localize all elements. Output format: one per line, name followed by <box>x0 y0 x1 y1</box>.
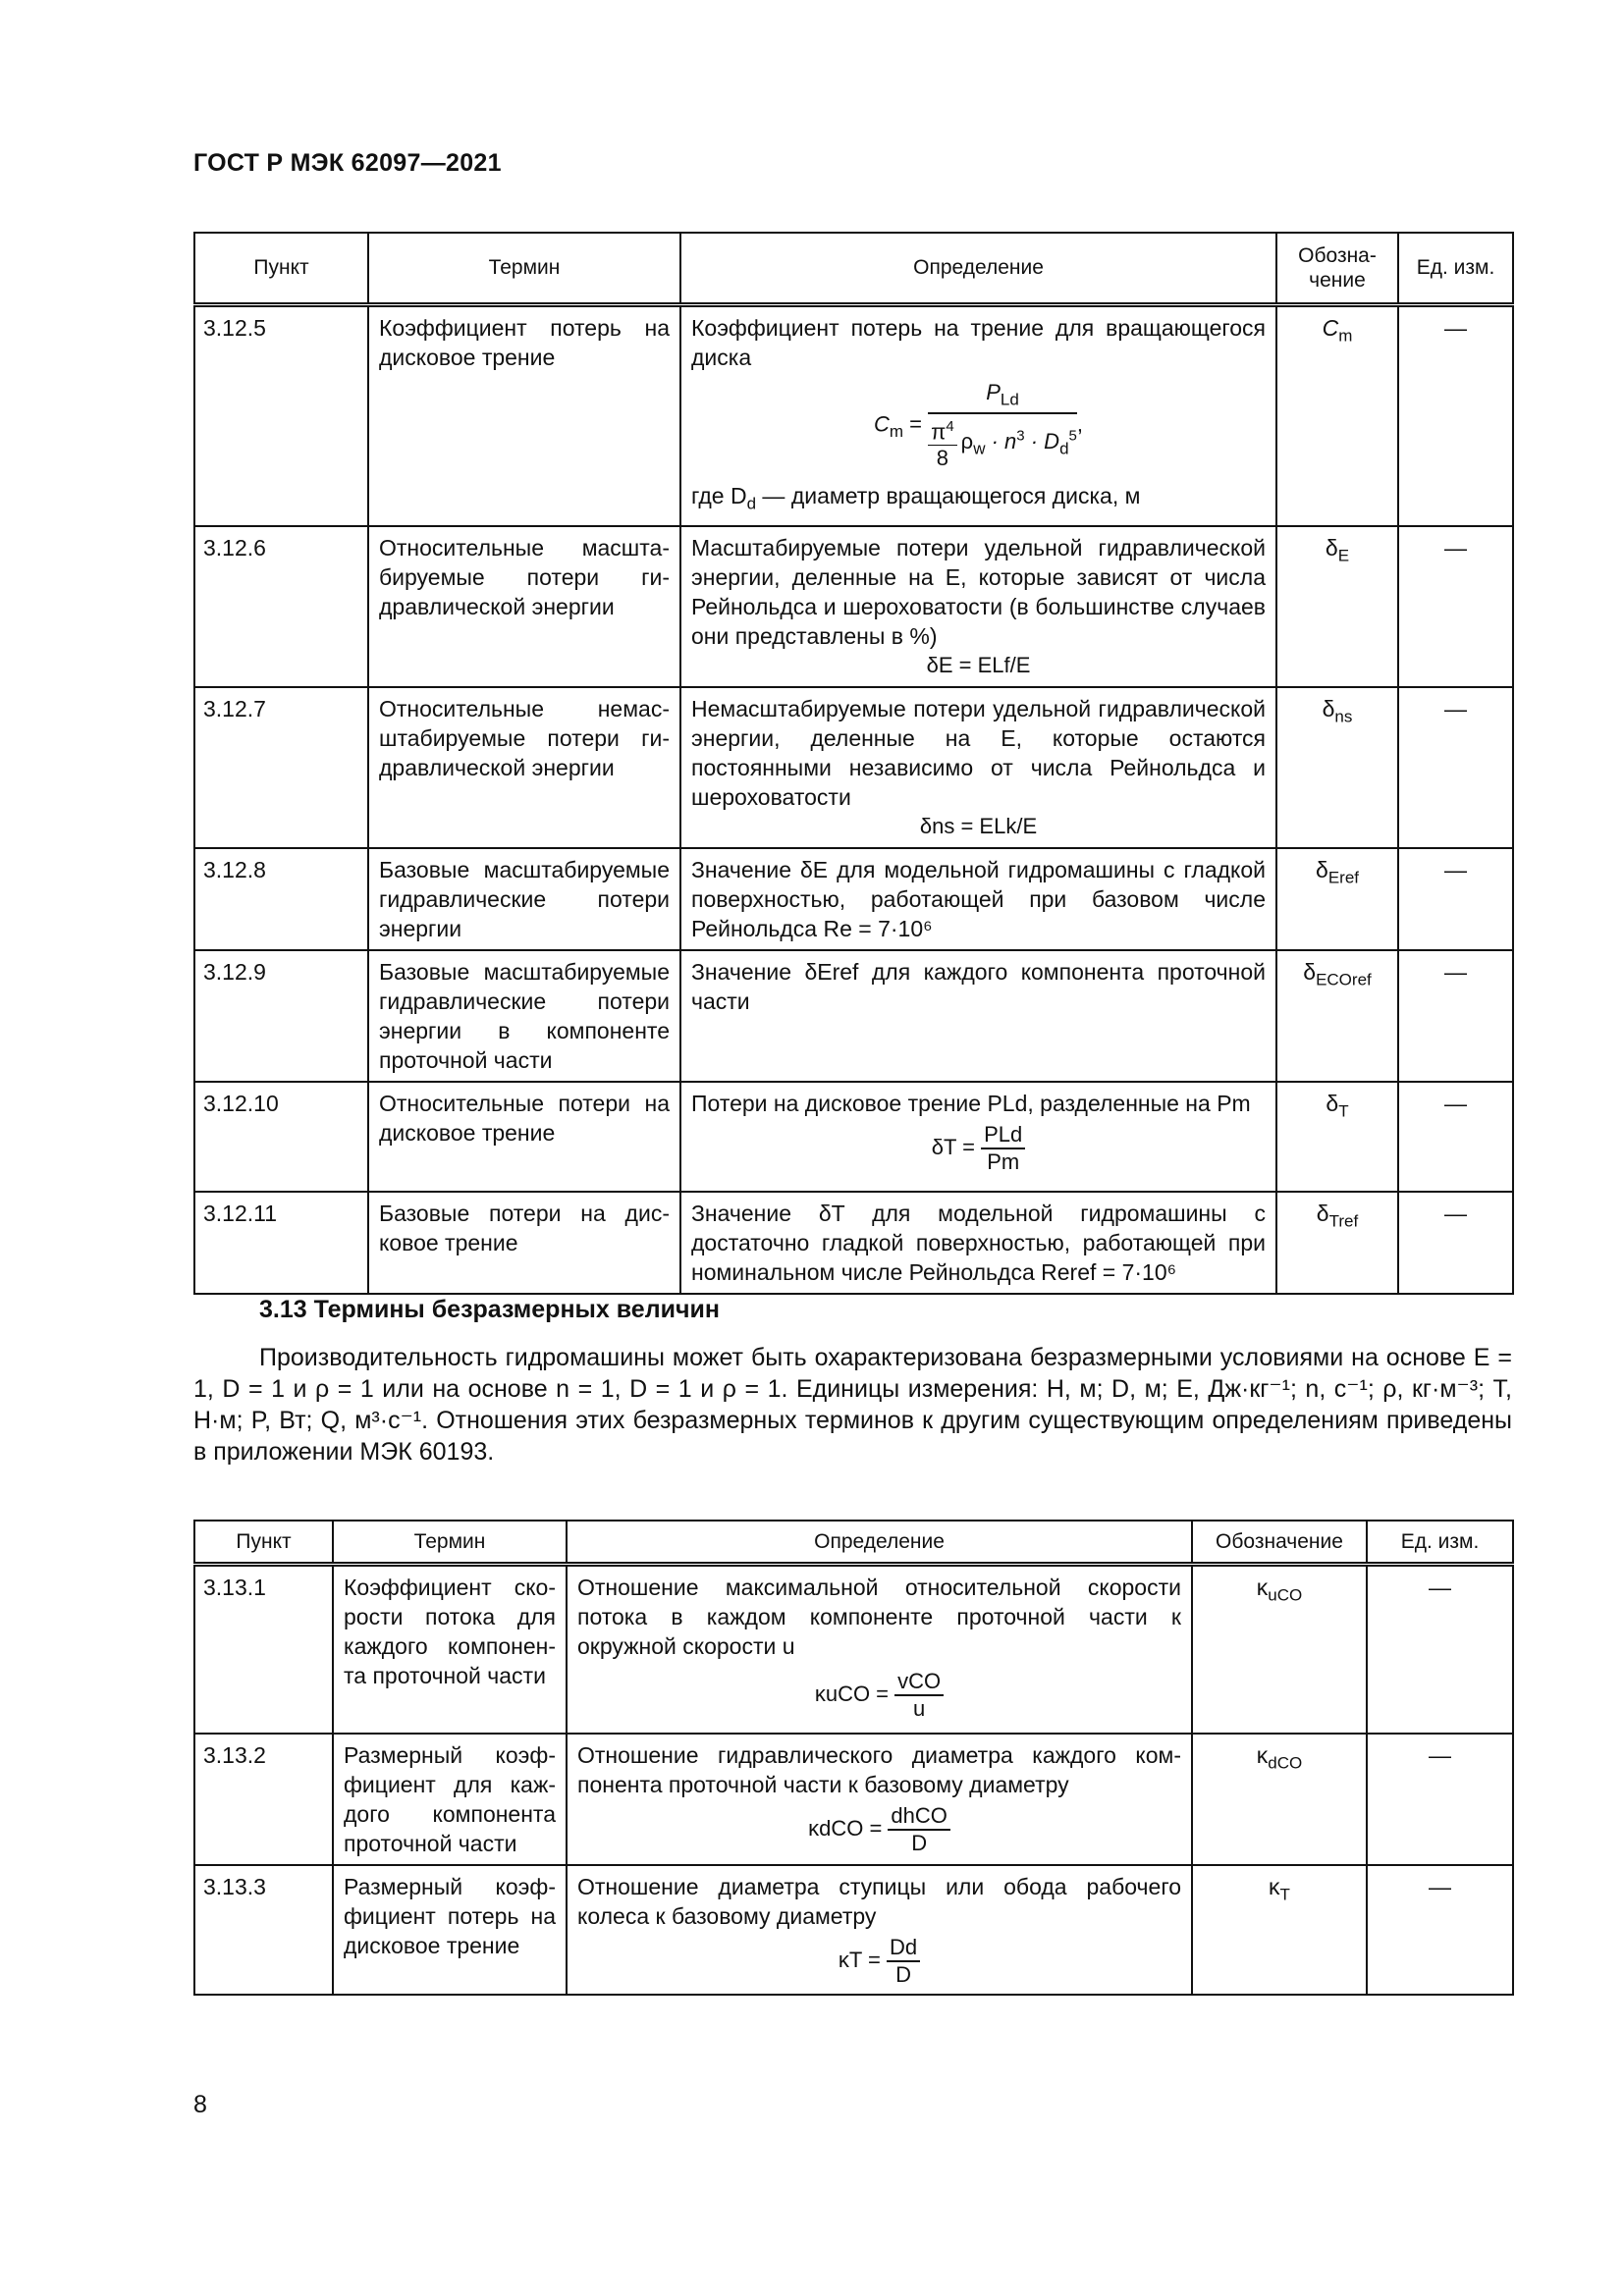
col-header-definition: Определение <box>567 1521 1192 1565</box>
row-term: Базовые масштабируемые гидравлические потери энергии в компоненте проточной части <box>368 950 680 1082</box>
row-num: 3.12.5 <box>194 304 368 526</box>
row-num: 3.12.9 <box>194 950 368 1082</box>
row-num: 3.13.3 <box>194 1865 333 1995</box>
row-unit: — <box>1398 848 1513 950</box>
row-definition: Значение δEref для каждого компонента проточной части <box>680 950 1276 1082</box>
table-row <box>194 1192 1513 1294</box>
row-term: Относительные немасштабируемые потери гидравлической энергии <box>368 687 680 848</box>
formula: δT = PLd Pm <box>691 1122 1266 1175</box>
row-symbol: $\delta_T$ <box>1276 1082 1398 1192</box>
table-row <box>194 1865 1513 1995</box>
row-symbol: $\delta_{Eref}$ <box>1276 848 1398 950</box>
row-unit: — <box>1367 1734 1513 1865</box>
formula: δE = ELf/E <box>926 652 1031 677</box>
row-definition: Масштабируемые потери удельной гидравлической энергии, деленные на E, которые зависят от числа Рейнольдса и шероховатости (в большинстве случаев они представлены в %) δE = ELf/E <box>680 526 1276 687</box>
row-symbol: $\kappa_{uCO}$ <box>1192 1565 1367 1734</box>
row-definition: Отношение диаметра ступицы или обода рабочего колеса к базовому диаметру κT = $\frac{Dd}{D}$ <box>567 1865 1192 1995</box>
col-header-symbol: Обозначение <box>1192 1521 1367 1565</box>
row-num: 3.12.7 <box>194 687 368 848</box>
col-header-num: Пункт <box>194 1521 333 1565</box>
document-header: ГОСТ Р МЭК 62097—2021 <box>193 149 502 177</box>
row-symbol: $C_m$ <box>1276 304 1398 526</box>
row-term: Базовые потери на дисковое трение <box>368 1192 680 1294</box>
row-definition: Потери на дисковое трение PLd, разделенные на Pm δT = PLd Pm <box>680 1082 1276 1192</box>
formula: κdCO = dhCO D <box>577 1803 1181 1856</box>
row-num: 3.12.10 <box>194 1082 368 1192</box>
table-row <box>194 687 1513 848</box>
row-unit: — <box>1398 1082 1513 1192</box>
col-header-unit: Ед. изм. <box>1398 233 1513 304</box>
table-row <box>194 848 1513 950</box>
terms-table-3-13 <box>193 1520 1514 1996</box>
row-term: Коэффициент скорости потока для каждого компонента проточной части <box>333 1565 567 1734</box>
row-definition: Отношение гидравлического диаметра каждого компонента проточной части к базовому диаметру κdCO = dhCO D <box>567 1734 1192 1865</box>
row-unit: — <box>1398 526 1513 687</box>
row-definition: Значение δE для модельной гидромашины с гладкой поверхностью, работающей при базовом числе Рейнольдса Re = 7·10⁶ <box>680 848 1276 950</box>
row-term: Базовые масштабируемые гидравлические потери энергии <box>368 848 680 950</box>
row-num: 3.12.11 <box>194 1192 368 1294</box>
row-unit: — <box>1367 1865 1513 1995</box>
col-header-term: Термин <box>333 1521 567 1565</box>
row-unit: — <box>1367 1565 1513 1734</box>
table-row <box>194 304 1513 526</box>
table-row <box>194 950 1513 1082</box>
col-header-symbol: Обозна- чение <box>1276 233 1398 304</box>
row-term: Относительные масштабируемые потери гидравлической энергии <box>368 526 680 687</box>
col-header-term: Термин <box>368 233 680 304</box>
col-header-num: Пункт <box>194 233 368 304</box>
table-row <box>194 526 1513 687</box>
row-unit: — <box>1398 950 1513 1082</box>
page-number: 8 <box>193 2091 207 2118</box>
table-row <box>194 1734 1513 1865</box>
row-num: 3.13.1 <box>194 1565 333 1734</box>
formula: κT = $\frac{Dd}{D}$ <box>577 1935 1181 1988</box>
row-num: 3.13.2 <box>194 1734 333 1865</box>
row-unit: — <box>1398 687 1513 848</box>
row-unit: — <box>1398 304 1513 526</box>
table-header-row <box>194 1521 1513 1565</box>
row-definition: Значение δT для модельной гидромашины с достаточно гладкой поверхностью, работающей при номинальном числе Рейнольдса Reref = 7·10⁶ <box>680 1192 1276 1294</box>
row-symbol: $\delta_{Tref}$ <box>1276 1192 1398 1294</box>
section-title: 3.13 Термины безразмерных величин <box>259 1296 720 1323</box>
section-paragraph: Производительность гидромашины может быть охарактеризована безразмерными условиями на основе E = 1, D = 1 и ρ = 1 или на основе n = 1, D = 1 и ρ = 1. Единицы измерения: H, м; D, м; E, Дж·кг⁻¹; n, с⁻¹; ρ, кг·м⁻³; T, Н·м; P, Вт; Q, м³·с⁻¹. Отношения этих безразмерных терминов к другим существующим определениям приведены в приложении МЭК 60193. <box>193 1344 1512 1466</box>
table-row <box>194 1082 1513 1192</box>
row-definition: Немасштабируемые потери удельной гидравлической энергии, деленные на E, которые остаются постоянными независимо от числа Рейнольдса и шероховатости δns = ELk/E <box>680 687 1276 848</box>
row-num: 3.12.8 <box>194 848 368 950</box>
row-term: Относительные потери на дисковое трение <box>368 1082 680 1192</box>
formula: κuCO = vCO u <box>577 1669 1181 1722</box>
col-header-definition: Определение <box>680 233 1276 304</box>
row-symbol: $\delta_E$ <box>1276 526 1398 687</box>
formula: δns = ELk/E <box>919 813 1038 838</box>
row-term: Коэффициент потерь на дисковое трение <box>368 304 680 526</box>
row-symbol: $\kappa_T$ <box>1192 1865 1367 1995</box>
row-symbol: $\delta_{ECOref}$ <box>1276 950 1398 1082</box>
row-definition: Коэффициент потерь на трение для вращающегося диска $C_m$ = $P_{Ld}$ $\frac{\pi^4}{8}$ $\rho_w \cdot n^3 \cdot D_d^5$ , где $D_d$ — диаметр вращающегося диска, м <box>680 304 1276 526</box>
row-unit: — <box>1398 1192 1513 1294</box>
formula-cm: $C_m$ = $P_{Ld}$ $\frac{\pi^4}{8}$ $\rho_w \cdot n^3 \cdot D_d^5$ , <box>874 379 1083 471</box>
table-header-row <box>194 233 1513 304</box>
row-term: Размерный коэффициент потерь на дисковое трение <box>333 1865 567 1995</box>
row-num: 3.12.6 <box>194 526 368 687</box>
row-symbol: $\kappa_{dCO}$ <box>1192 1734 1367 1865</box>
row-definition: Отношение максимальной относительной скорости потока в каждом компоненте проточной части к окружной скорости u κuCO = vCO u <box>567 1565 1192 1734</box>
table-row <box>194 1565 1513 1734</box>
col-header-unit: Ед. изм. <box>1367 1521 1513 1565</box>
terms-table-3-12 <box>193 232 1514 1295</box>
row-symbol: $\delta_{ns}$ <box>1276 687 1398 848</box>
row-term: Размерный коэффициент для каждого компонента проточной части <box>333 1734 567 1865</box>
